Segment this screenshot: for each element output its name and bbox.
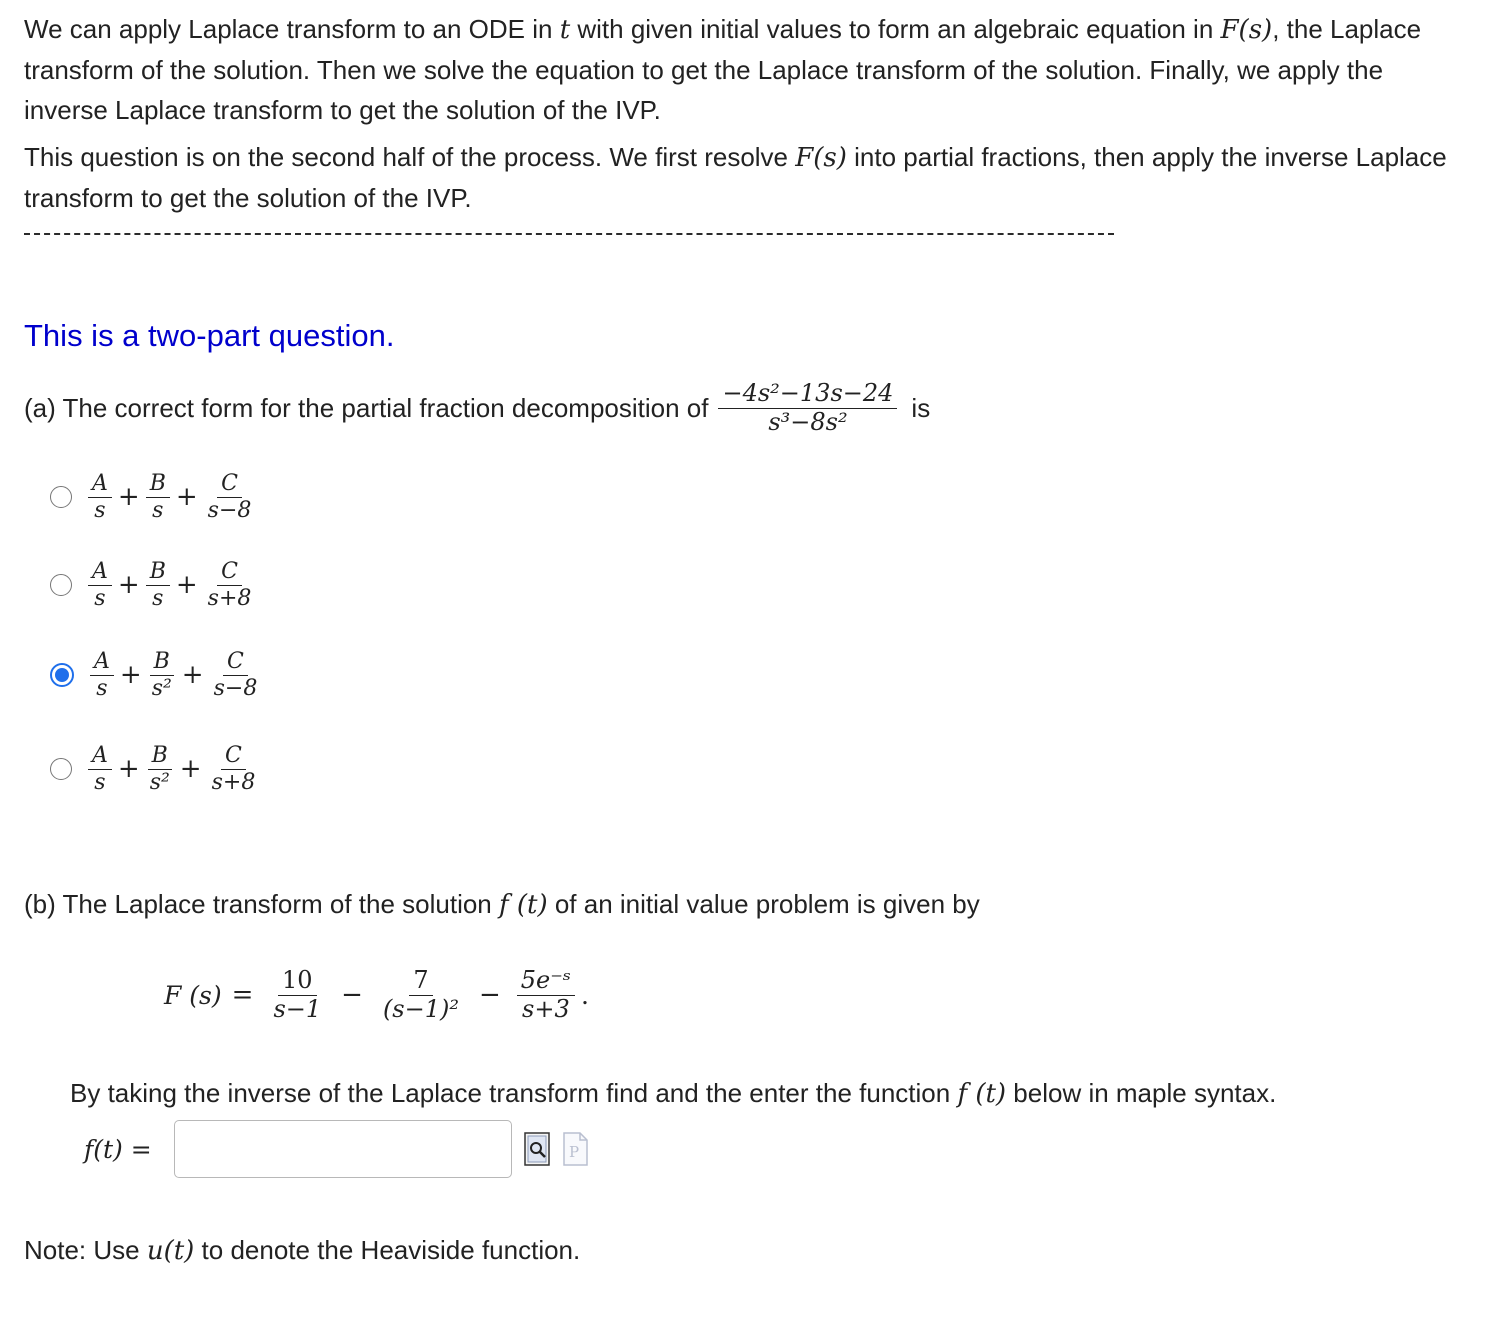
part-b-prompt bbox=[24, 884, 980, 925]
term-numerator: A bbox=[90, 650, 114, 675]
term3-denominator: s+3 bbox=[522, 994, 570, 1023]
radio-button-4[interactable] bbox=[50, 758, 72, 780]
instruction-part: below in maple syntax. bbox=[1006, 1078, 1277, 1108]
var-ut: u(t) bbox=[146, 1236, 195, 1266]
term-numerator: C bbox=[223, 650, 248, 675]
option-3-expression bbox=[90, 650, 261, 699]
term-denominator: s bbox=[94, 769, 106, 795]
option-1[interactable] bbox=[50, 462, 255, 532]
fraction-numerator: −4s²−13s−24 bbox=[718, 381, 897, 408]
part-a-text: (a) The correct form for the partial fraction decomposition of bbox=[24, 392, 709, 423]
intro-paragraph-2 bbox=[24, 137, 1464, 218]
term-denominator: s bbox=[94, 497, 106, 523]
term-denominator: s bbox=[94, 585, 106, 611]
term-numerator: A bbox=[88, 472, 112, 497]
var-ft: f (t) bbox=[499, 890, 548, 920]
two-part-label: This is a two-part question. bbox=[24, 318, 395, 353]
intro-text: with given initial values to form an algebraic equation in bbox=[570, 14, 1221, 44]
term1-numerator: 10 bbox=[278, 968, 317, 995]
minus-sign: − bbox=[478, 980, 501, 1010]
option-2-expression bbox=[88, 560, 255, 609]
plus-sign: + bbox=[119, 660, 142, 690]
term-denominator: s² bbox=[151, 675, 172, 701]
maple-help-icon[interactable] bbox=[562, 1132, 588, 1166]
equals-sign: = bbox=[231, 980, 254, 1010]
instruction-text bbox=[70, 1073, 1276, 1114]
laplace-equation bbox=[164, 955, 589, 1035]
plus-sign: + bbox=[117, 754, 140, 784]
term-numerator: A bbox=[88, 744, 112, 769]
term-numerator: B bbox=[150, 650, 174, 675]
term2-denominator: (s−1)² bbox=[382, 994, 459, 1023]
plus-sign: + bbox=[175, 570, 198, 600]
part-a-prompt bbox=[24, 378, 930, 438]
target-fraction bbox=[718, 381, 897, 434]
fraction-denominator: s³−8s² bbox=[768, 407, 848, 436]
intro-text: into partial fractions, then apply the inverse Laplace transform to get the solution of the IVP. bbox=[24, 142, 1447, 213]
plus-sign: + bbox=[117, 570, 140, 600]
term-numerator: C bbox=[221, 744, 246, 769]
option-2[interactable] bbox=[50, 550, 255, 620]
plus-sign: + bbox=[179, 754, 202, 784]
term-denominator: s bbox=[152, 497, 164, 523]
part-b-text: of an initial value problem is given by bbox=[547, 889, 980, 919]
var-Fs: F(s) bbox=[795, 143, 847, 173]
term-denominator: s+8 bbox=[211, 769, 256, 795]
intro-paragraph-1 bbox=[24, 9, 1464, 130]
term3-numerator: 5e⁻ˢ bbox=[517, 968, 575, 995]
term-denominator: s² bbox=[149, 769, 170, 795]
option-4-expression bbox=[88, 744, 259, 793]
intro-text: , the Laplace transform of the solution. Then we solve the equation to get the Laplace transform of the solution. Finally, we apply the inverse Laplace transform to get the solution of the IVP. bbox=[24, 14, 1422, 125]
note-text: Note: Use bbox=[24, 1235, 147, 1265]
equation-lhs: F (s) bbox=[164, 980, 222, 1010]
equation-period: . bbox=[581, 980, 589, 1010]
svg-text:P: P bbox=[568, 1143, 579, 1161]
option-3[interactable] bbox=[50, 640, 261, 710]
part-a-suffix: is bbox=[911, 392, 931, 423]
term-denominator: s−8 bbox=[207, 497, 252, 523]
heaviside-note bbox=[24, 1230, 580, 1271]
instruction-part: By taking the inverse of the Laplace transform find and the enter the function bbox=[70, 1078, 958, 1108]
answer-label: f(t) = bbox=[84, 1134, 152, 1164]
radio-button-1[interactable] bbox=[50, 486, 72, 508]
plus-sign: + bbox=[117, 482, 140, 512]
intro-text: This question is on the second half of the process. We first resolve bbox=[24, 142, 796, 172]
term1-denominator: s−1 bbox=[273, 994, 322, 1023]
term-numerator: C bbox=[217, 560, 242, 585]
answer-input[interactable] bbox=[174, 1120, 512, 1178]
term-numerator: B bbox=[146, 560, 170, 585]
term-numerator: C bbox=[217, 472, 242, 497]
var-t: t bbox=[559, 15, 571, 45]
part-b-text: (b) The Laplace transform of the solution bbox=[24, 889, 499, 919]
term-denominator: s−8 bbox=[213, 675, 258, 701]
answer-row bbox=[84, 1120, 588, 1178]
minus-sign: − bbox=[341, 980, 363, 1010]
var-ft: f (t) bbox=[957, 1079, 1007, 1109]
radio-button-3-selected[interactable] bbox=[50, 663, 74, 687]
term-denominator: s bbox=[96, 675, 108, 701]
option-1-expression bbox=[88, 472, 255, 521]
radio-button-2[interactable] bbox=[50, 574, 72, 596]
option-4[interactable] bbox=[50, 734, 259, 804]
dashed-divider bbox=[24, 233, 1114, 235]
intro-text: We can apply Laplace transform to an ODE in bbox=[24, 14, 560, 44]
term-numerator: B bbox=[148, 744, 172, 769]
term-denominator: s+8 bbox=[207, 585, 252, 611]
preview-icon[interactable] bbox=[524, 1132, 550, 1166]
var-Fs: F(s) bbox=[1220, 15, 1273, 45]
term-numerator: B bbox=[146, 472, 170, 497]
term-denominator: s bbox=[152, 585, 164, 611]
plus-sign: + bbox=[175, 482, 198, 512]
term2-numerator: 7 bbox=[409, 968, 432, 995]
term-numerator: A bbox=[88, 560, 112, 585]
note-text: to denote the Heaviside function. bbox=[194, 1235, 581, 1265]
plus-sign: + bbox=[181, 660, 204, 690]
